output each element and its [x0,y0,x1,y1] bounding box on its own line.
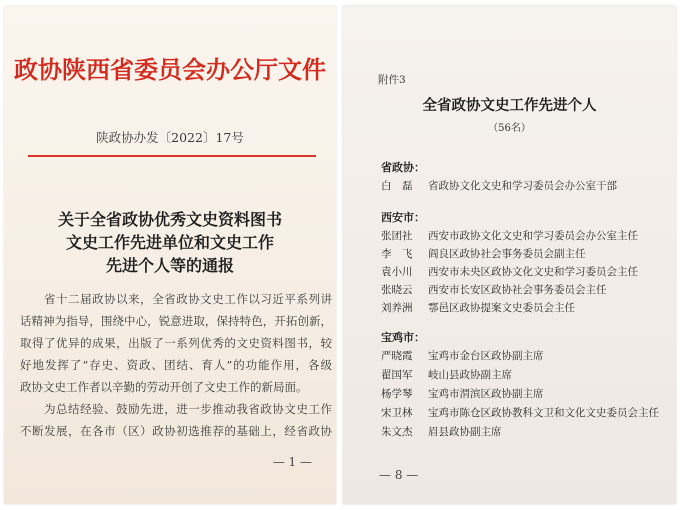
person-title: 省政协文化文史和学习委员会办公室干部 [428,180,617,192]
list-item [343,282,676,298]
group-label: 宝鸡市： [381,331,425,344]
person-name: 宋卫林 [381,407,413,419]
annex-label: 附件3 [378,74,406,86]
person-title: 宝鸡市渭滨区政协副主席 [428,388,544,400]
person-name: 朱文杰 [381,426,413,438]
body-text-line: 为总结经验、鼓励先进，进一步推动我省政协文史工作 [44,402,332,416]
person-title: 西安市长安区政协社会事务委员会主任 [428,284,607,296]
group-label: 西安市： [381,211,425,224]
person-title: 岐山县政协副主席 [428,369,512,381]
person-title: 鄠邑区政协提案文史委员会主任 [428,302,575,314]
person-name: 白 磊 [381,180,413,192]
notice-title-line: 关于全省政协优秀文史资料图书 [57,210,282,229]
list-item [343,246,676,262]
red-divider-line [28,155,316,157]
notice-title-line: 文史工作先进单位和文史工作 [65,233,274,252]
person-name: 翟国军 [381,369,413,381]
body-text-line: 好地发挥了“存史、资政、团结、育人”的功能作用，各级 [20,358,332,372]
person-title: 西安市未央区政协文化文史和学习委员会主任 [428,266,638,278]
list-item [343,178,676,194]
person-title: 西安市政协文化文史和学习委员会办公室主任 [428,230,638,242]
list-item [343,367,676,383]
list-title: 全省政协文史工作先进个人 [422,97,597,114]
person-name: 严晓霞 [381,350,413,362]
person-title: 宝鸡市陈仓区政协教科文卫和文化文史委员会主任 [428,407,659,419]
person-name: 刘养洲 [381,302,413,314]
body-text-line: 政协文史工作者以辛勤的劳动开创了文史工作的新局面。 [20,380,308,394]
body-text-line: 取得了优异的成果，出版了一系列优秀的文史资料图书，较 [20,336,332,350]
group-label: 省政协： [381,161,425,174]
list-count: （56名） [488,123,531,134]
body-text-line: 不断发展，在各市（区）政协初选推荐的基础上，经省政协 [20,424,332,438]
person-name: 张晓云 [381,284,413,296]
list-item [343,228,676,244]
document-header: 政协陕西省委员会办公厅文件 [14,56,326,84]
person-name: 张团社 [381,230,413,242]
left-page [4,6,336,504]
document-number: 陕政协办发〔2022〕17号 [96,130,244,145]
person-name: 杨学琴 [381,388,413,400]
person-title: 眉县政协副主席 [428,426,502,438]
list-item [343,300,676,316]
body-text-line: 话精神为指导，围绕中心，锐意进取，保持特色，开拓创新， [20,314,332,328]
person-title: 宝鸡市金台区政协副主席 [428,350,544,362]
list-item [343,405,676,421]
page-number: — 8 — [379,468,419,482]
person-name: 李 飞 [381,248,413,260]
person-name: 袁小川 [381,266,413,278]
list-item [343,424,676,440]
list-item [343,264,676,280]
list-item [343,348,676,364]
list-item [343,386,676,402]
right-page [343,6,676,504]
notice-title-line: 先进个人等的通报 [105,256,234,275]
page-number: — 1 — [272,455,312,469]
body-text-line: 省十二届政协以来，全省政协文史工作以习近平系列讲 [44,292,332,306]
person-title: 阎良区政协社会事务委员会副主任 [428,248,586,260]
